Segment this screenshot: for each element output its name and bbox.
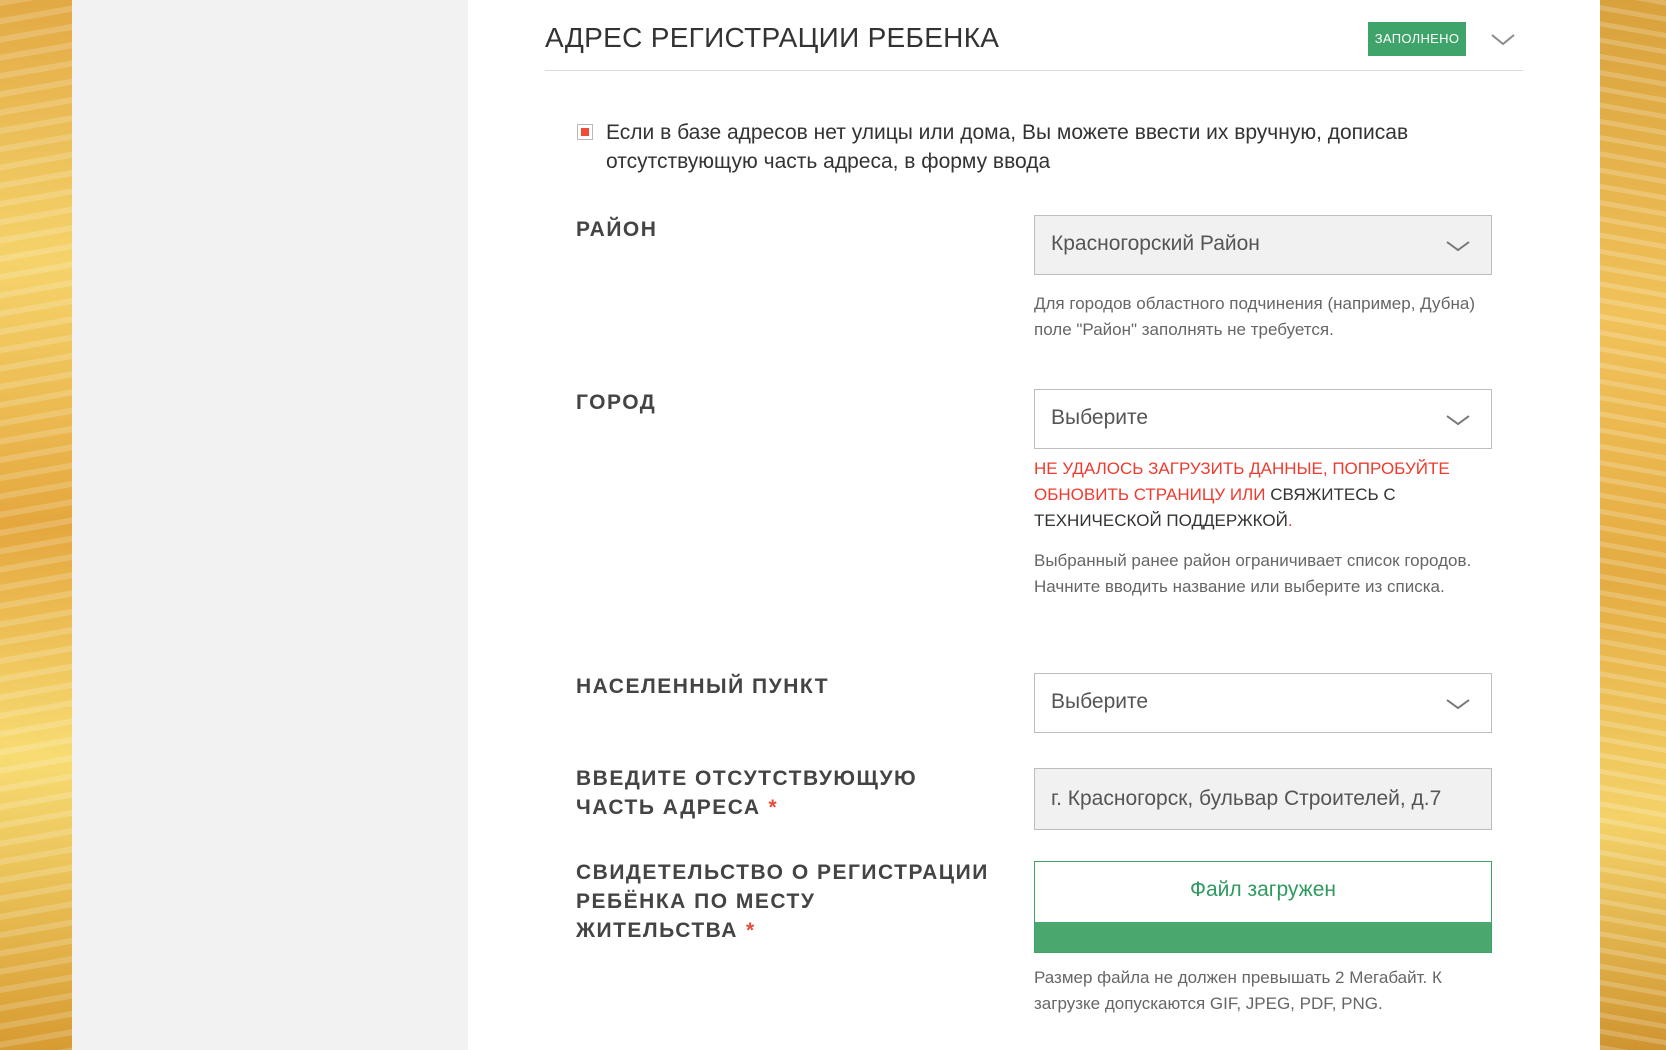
city-error-end: .: [1287, 511, 1293, 530]
manual-entry-checkbox[interactable]: [577, 124, 593, 140]
missing-address-label-text: ВВЕДИТЕ ОТСУТСТВУЮЩУЮ ЧАСТЬ АДРЕСА: [576, 767, 918, 819]
chevron-down-icon: [1445, 694, 1471, 714]
city-label: ГОРОД: [576, 391, 657, 414]
required-mark: *: [745, 919, 756, 942]
certificate-hint: Размер файла не должен превышать 2 Мегабайт. К загрузке допускаются GIF, JPEG, PDF, PNG.: [1034, 968, 1442, 1013]
district-select-value: Красногорский Район: [1051, 232, 1260, 255]
locality-label: НАСЕЛЕННЫЙ ПУНКТ: [576, 675, 830, 698]
missing-address-input[interactable]: [1034, 768, 1492, 830]
background-left-decoration: [0, 0, 72, 1050]
district-label: РАЙОН: [576, 218, 658, 241]
chevron-down-icon: [1445, 236, 1471, 256]
section-title: АДРЕС РЕГИСТРАЦИИ РЕБЕНКА: [545, 22, 1000, 53]
certificate-label: [576, 858, 996, 945]
missing-address-label: [576, 764, 996, 822]
left-sidebar-area: [72, 0, 468, 1050]
manual-entry-label: Если в базе адресов нет улицы или дома, Вы можете ввести их вручную, дописав отсутствующую часть адреса, в форму ввода: [606, 121, 1409, 173]
chevron-down-icon: [1445, 410, 1471, 430]
section-header[interactable]: [545, 0, 1523, 71]
support-link[interactable]: СВЯЖИТЕСЬ С ТЕХНИЧЕСКОЙ ПОДДЕРЖКОЙ: [1034, 485, 1396, 530]
locality-select[interactable]: [1034, 673, 1492, 733]
status-badge: ЗАПОЛНЕНО: [1368, 22, 1466, 56]
upload-progress-bar: [1035, 922, 1491, 952]
city-hint: Выбранный ранее район ограничивает список городов. Начните вводить название или выберите из списка.: [1034, 551, 1472, 596]
checkbox-checked-mark: [581, 128, 589, 136]
city-error-text: НЕ УДАЛОСЬ ЗАГРУЗИТЬ ДАННЫЕ, ПОПРОБУЙТЕ ОБНОВИТЬ СТРАНИЦУ ИЛИ: [1034, 459, 1450, 504]
city-select-value: Выберите: [1051, 406, 1149, 429]
chevron-down-icon[interactable]: [1489, 27, 1517, 51]
required-mark: *: [768, 796, 779, 819]
district-hint: Для городов областного подчинения (например, Дубна) поле "Район" заполнять не требуется.: [1034, 294, 1475, 339]
locality-select-value: Выберите: [1051, 690, 1149, 713]
certificate-label-text: СВИДЕТЕЛЬСТВО О РЕГИСТРАЦИИ РЕБЁНКА ПО МЕСТУ ЖИТЕЛЬСТВА: [576, 861, 989, 942]
form-panel: [468, 0, 1600, 1050]
city-load-error: [1034, 456, 1504, 534]
certificate-upload-button[interactable]: [1034, 861, 1492, 953]
district-select[interactable]: [1034, 215, 1492, 275]
upload-status-label: Файл загружен: [1190, 878, 1336, 901]
background-right-decoration: [1600, 0, 1666, 1050]
city-select[interactable]: [1034, 389, 1492, 449]
